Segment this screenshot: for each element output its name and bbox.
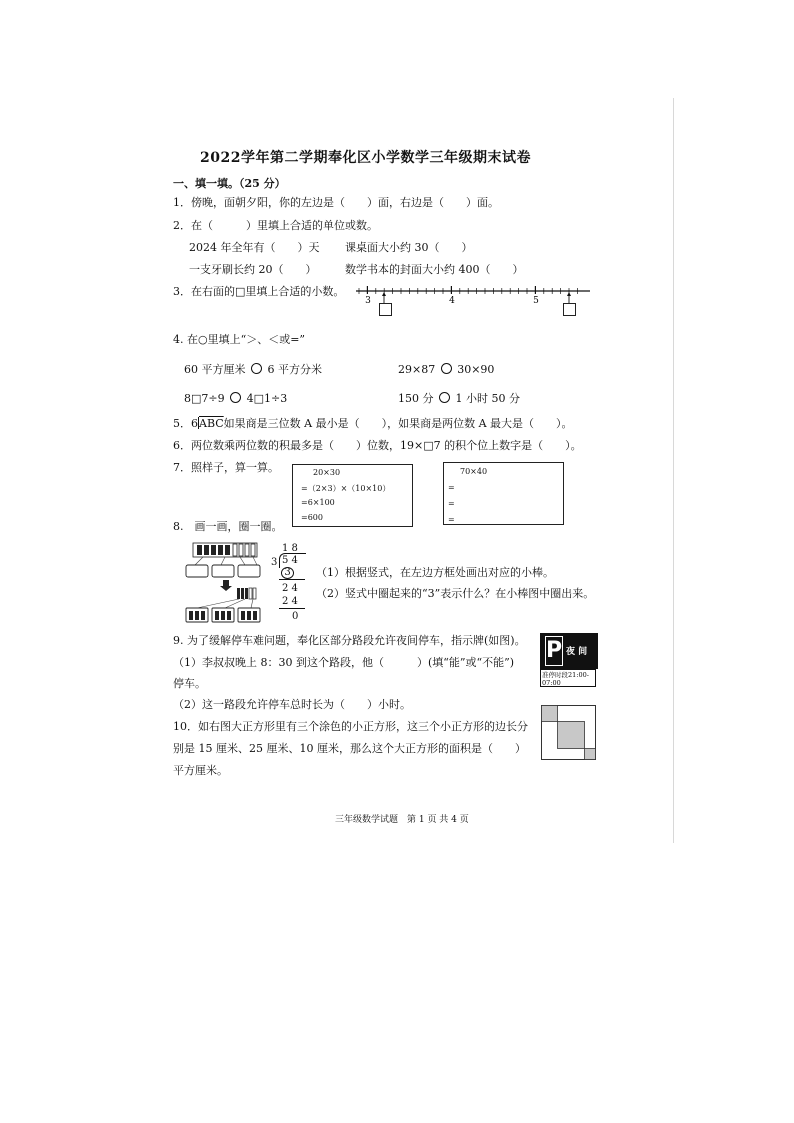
number-line-label-3: 3	[365, 296, 371, 306]
stick-diagram	[185, 542, 270, 624]
compare-right: 6 平方分米	[267, 363, 322, 376]
division-rule	[279, 579, 305, 580]
division-row: 2 4	[282, 596, 298, 607]
question-8-sub2: （2）竖式中圈起来的“3”表示什么？在小棒图中圈出来。	[316, 587, 595, 600]
exercise-box[interactable]	[443, 462, 564, 525]
answer-box-1[interactable]	[379, 303, 392, 316]
question-4-stem: 4. 在○里填上“＞、＜或=”	[173, 333, 306, 346]
division-circled-digit[interactable]: 3	[281, 567, 294, 579]
question-1: 1．傍晚，面朝夕阳，你的左边是（ ）面，右边是（ ）面。	[173, 196, 499, 209]
question-9-stem: 9. 为了缓解停车难问题，奉化区部分路段允许夜间停车，指示牌(如图)。	[173, 634, 526, 647]
compare-left: 150 分	[398, 392, 434, 405]
question-8-sub1: （1）根据竖式，在左边方框处画出对应的小棒。	[316, 566, 554, 579]
compare-left: 29×87	[398, 363, 436, 376]
exercise-line: =	[448, 515, 455, 524]
sign-note: 准停时段21:00-07:00	[540, 669, 596, 687]
example-line: =600	[301, 513, 323, 522]
q5-text: 如果商是三位数 A 最小是（ ），如果商是两位数 A 最大是（ ）。	[223, 417, 573, 430]
question-2-d: 数学书本的封面大小约 400（ ）	[345, 263, 524, 276]
compare-circle[interactable]	[230, 392, 241, 403]
example-line: =（2×3）×（10×10）	[301, 484, 391, 493]
compare-row-a	[184, 363, 322, 377]
answer-box-2[interactable]	[563, 303, 576, 316]
question-8-stem: 8. 画一画，圈一圈。	[173, 520, 283, 533]
section-heading: 一、填一填。（25 分）	[173, 177, 286, 190]
square-figure	[541, 705, 597, 761]
division-divisor: 3	[271, 557, 278, 568]
sign-label: 夜 间	[566, 647, 588, 657]
page-fold-line	[673, 98, 674, 843]
q5-dividend: $\overline{ABC}$	[199, 417, 224, 430]
question-6: 6．两位数乘两位数的积最多是（ ）位数，19×□7 的积个位上数字是（ ）。	[173, 439, 582, 452]
compare-row-c	[184, 392, 287, 406]
exercise-line: 70×40	[460, 467, 488, 476]
example-box	[292, 464, 413, 527]
example-line: =6×100	[301, 498, 335, 507]
exam-title: 2022学年第二学期奉化区小学数学三年级期末试卷	[200, 150, 531, 166]
question-10-line3: 平方厘米。	[173, 764, 228, 777]
compare-right: 4□1÷3	[246, 392, 288, 405]
compare-row-b	[398, 363, 494, 377]
number-line-label-5: 5	[533, 296, 539, 306]
compare-right: 1 小时 50 分	[455, 392, 520, 405]
compare-right: 30×90	[457, 363, 495, 376]
question-9-sub1-end: 停车。	[173, 677, 206, 690]
compare-row-d	[398, 392, 520, 406]
question-2-stem: 2．在（ ）里填上合适的单位或数。	[173, 219, 378, 232]
exercise-line: =	[448, 483, 455, 492]
question-2-b: 课桌面大小约 30（ ）	[345, 241, 473, 254]
compare-left: 8□7÷9	[184, 392, 225, 405]
compare-circle[interactable]	[439, 392, 450, 403]
sign-panel	[540, 633, 598, 669]
compare-left: 60 平方厘米	[184, 363, 246, 376]
question-3-stem: 3．在右面的□里填上合适的小数。	[173, 285, 345, 298]
division-dividend: 5 4	[282, 555, 298, 566]
question-9-sub2: （2）这一路段允许停车总时长为（ ）小时。	[173, 698, 411, 711]
question-7-stem: 7．照样子，算一算。	[173, 461, 279, 474]
exercise-line: =	[448, 499, 455, 508]
division-row: 2 4	[282, 583, 298, 594]
number-line-label-4: 4	[449, 296, 455, 306]
compare-circle[interactable]	[441, 363, 452, 374]
parking-sign	[540, 633, 598, 690]
q5-prefix: 5．6	[173, 417, 198, 430]
question-10-line1: 10．如右图大正方形里有三个涂色的小正方形，这三个小正方形的边长分	[173, 720, 528, 733]
parking-p-icon: P	[545, 636, 563, 666]
compare-circle[interactable]	[251, 363, 262, 374]
question-9-sub1: （1）李叔叔晚上 8：30 到这个路段，他（ ）(填“能”或“不能”)	[173, 656, 515, 669]
division-remainder: 0	[292, 611, 299, 622]
long-division	[268, 542, 312, 624]
question-5	[173, 417, 573, 431]
division-rule	[279, 608, 305, 609]
example-line: 20×30	[313, 468, 341, 477]
question-2-c: 一支牙刷长约 20（ ）	[189, 263, 317, 276]
division-quotient: 1 8	[282, 543, 298, 554]
page-footer: 三年级数学试题 第 1 页 共 4 页	[335, 815, 469, 825]
question-2-a: 2024 年全年有（ ）天	[189, 241, 320, 254]
question-10-line2: 别是 15 厘米、25 厘米、10 厘米，那么这个大正方形的面积是（ ）	[173, 742, 526, 755]
